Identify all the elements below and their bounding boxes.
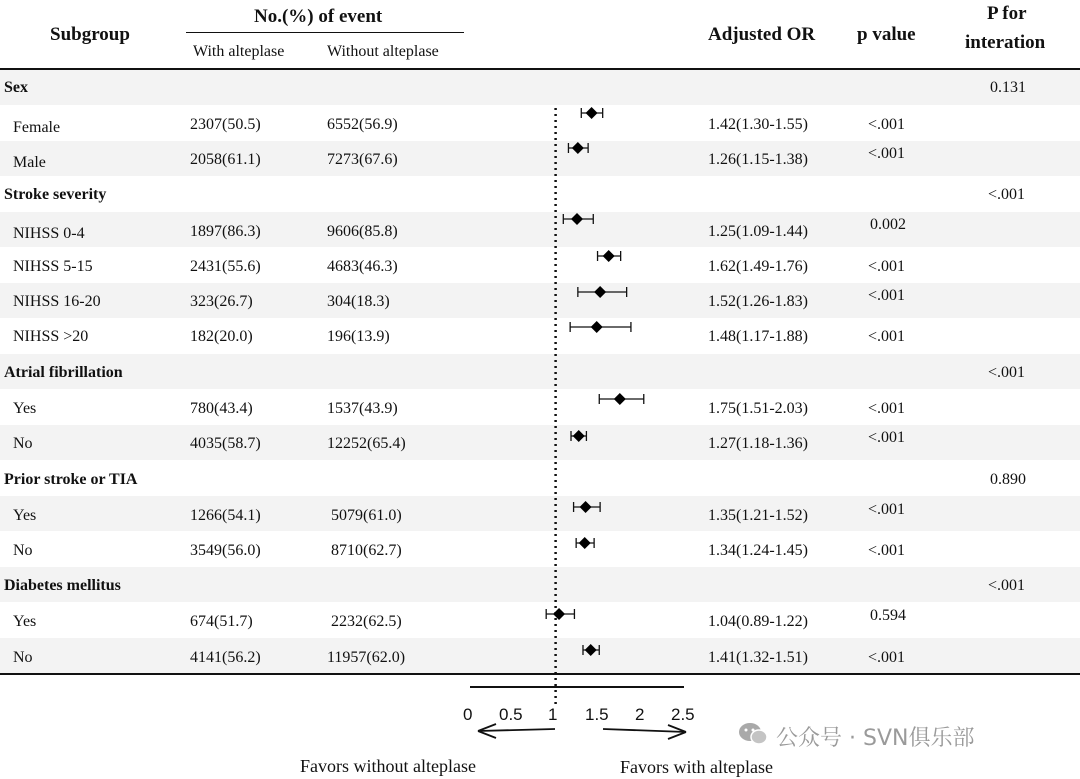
group-label-sex: Sex bbox=[4, 79, 28, 96]
row-with: 780(43.4) bbox=[190, 400, 253, 417]
header-subgroup: Subgroup bbox=[50, 24, 130, 45]
row-label: Female bbox=[13, 119, 61, 136]
row-with: 4141(56.2) bbox=[190, 649, 261, 666]
left-arrow-shaft bbox=[478, 729, 555, 731]
row-with: 2307(50.5) bbox=[190, 116, 261, 133]
row-p: <.001 bbox=[868, 542, 906, 559]
header-without-alteplase: Without alteplase bbox=[327, 43, 439, 60]
or-point bbox=[572, 142, 584, 154]
header-p-interaction-line1: P for bbox=[987, 3, 1027, 24]
row-label: Yes bbox=[13, 613, 37, 630]
row-without: 5079(61.0) bbox=[331, 507, 402, 524]
group-pinter-prior-stroke: 0.890 bbox=[990, 471, 1026, 488]
header-with-alteplase: With alteplase bbox=[193, 43, 285, 60]
row-p: <.001 bbox=[868, 429, 906, 446]
row-with: 1897(86.3) bbox=[190, 223, 261, 240]
favors-with-label: Favors with alteplase bbox=[620, 757, 773, 777]
row-or-text: 1.48(1.17-1.88) bbox=[708, 328, 808, 345]
or-point bbox=[585, 644, 597, 656]
row-or-text: 1.34(1.24-1.45) bbox=[708, 542, 808, 559]
row-label: Yes bbox=[13, 507, 37, 524]
group-pinter-stroke-severity: <.001 bbox=[988, 186, 1026, 203]
row-with: 2431(55.6) bbox=[190, 258, 261, 275]
row-label: NIHSS 16-20 bbox=[13, 293, 101, 310]
header-p-interaction-line2: interation bbox=[965, 32, 1046, 53]
row-without: 4683(46.3) bbox=[327, 258, 398, 275]
or-point bbox=[573, 430, 585, 442]
row-p: 0.002 bbox=[870, 216, 906, 233]
x-tick-label: 2.5 bbox=[671, 705, 695, 724]
row-or-text: 1.62(1.49-1.76) bbox=[708, 258, 808, 275]
row-p: <.001 bbox=[868, 649, 906, 666]
row-without: 11957(62.0) bbox=[327, 649, 406, 666]
row-label: No bbox=[13, 435, 33, 452]
favors-without-label: Favors without alteplase bbox=[300, 756, 476, 776]
row-p: <.001 bbox=[868, 328, 906, 345]
row-without: 196(13.9) bbox=[327, 328, 390, 345]
row-label: NIHSS 5-15 bbox=[13, 258, 93, 275]
row-without: 12252(65.4) bbox=[327, 435, 406, 452]
row-or-text: 1.26(1.15-1.38) bbox=[708, 151, 808, 168]
row-with: 2058(61.1) bbox=[190, 151, 261, 168]
chat-bubble-icon bbox=[738, 721, 768, 747]
row-label: No bbox=[13, 542, 33, 559]
x-tick-label: 1 bbox=[548, 705, 558, 724]
row-p: <.001 bbox=[868, 145, 906, 162]
row-with: 1266(54.1) bbox=[190, 507, 261, 524]
group-pinter-sex: 0.131 bbox=[990, 79, 1026, 96]
row-or-text: 1.35(1.21-1.52) bbox=[708, 507, 808, 524]
row-p: <.001 bbox=[868, 501, 906, 518]
row-without: 6552(56.9) bbox=[327, 116, 398, 133]
row-label: Male bbox=[13, 154, 46, 171]
x-tick-label: 0.5 bbox=[499, 705, 523, 724]
group-pinter-diabetes: <.001 bbox=[988, 577, 1026, 594]
or-point bbox=[579, 537, 591, 549]
group-label-prior-stroke: Prior stroke or TIA bbox=[4, 471, 138, 488]
right-arrow-shaft bbox=[603, 729, 686, 732]
header-adjusted-or: Adjusted OR bbox=[708, 24, 816, 45]
row-or-text: 1.41(1.32-1.51) bbox=[708, 649, 808, 666]
row-or-text: 1.04(0.89-1.22) bbox=[708, 613, 808, 630]
or-point bbox=[614, 393, 626, 405]
x-tick-label: 0 bbox=[463, 705, 473, 724]
group-label-atrial-fibrillation: Atrial fibrillation bbox=[4, 364, 123, 381]
or-point bbox=[571, 213, 583, 225]
row-without: 9606(85.8) bbox=[327, 223, 398, 240]
row-without: 304(18.3) bbox=[327, 293, 390, 310]
row-p: 0.594 bbox=[870, 607, 906, 624]
group-label-diabetes: Diabetes mellitus bbox=[4, 577, 121, 594]
row-with: 674(51.7) bbox=[190, 613, 253, 630]
x-tick-label: 2 bbox=[635, 705, 645, 724]
or-point bbox=[586, 107, 598, 119]
row-without: 1537(43.9) bbox=[327, 400, 398, 417]
row-without: 7273(67.6) bbox=[327, 151, 398, 168]
row-or-text: 1.75(1.51-2.03) bbox=[708, 400, 808, 417]
row-with: 323(26.7) bbox=[190, 293, 253, 310]
or-point bbox=[594, 286, 606, 298]
row-label: No bbox=[13, 649, 33, 666]
row-label: Yes bbox=[13, 400, 37, 417]
row-p: <.001 bbox=[868, 258, 906, 275]
group-label-stroke-severity: Stroke severity bbox=[4, 186, 107, 203]
or-point bbox=[580, 501, 592, 513]
row-with: 4035(58.7) bbox=[190, 435, 261, 452]
row-without: 8710(62.7) bbox=[331, 542, 402, 559]
x-tick-label: 1.5 bbox=[585, 705, 609, 724]
row-or-text: 1.42(1.30-1.55) bbox=[708, 116, 808, 133]
row-label: NIHSS 0-4 bbox=[13, 225, 85, 242]
row-or-text: 1.27(1.18-1.36) bbox=[708, 435, 808, 452]
row-with: 182(20.0) bbox=[190, 328, 253, 345]
row-or-text: 1.25(1.09-1.44) bbox=[708, 223, 808, 240]
group-pinter-atrial-fibrillation: <.001 bbox=[988, 364, 1026, 381]
row-p: <.001 bbox=[868, 116, 906, 133]
row-without: 2232(62.5) bbox=[331, 613, 402, 630]
watermark-text: 公众号 · SVN俱乐部 bbox=[776, 726, 975, 751]
header-p-value: p value bbox=[857, 24, 916, 45]
row-p: <.001 bbox=[868, 400, 906, 417]
row-with: 3549(56.0) bbox=[190, 542, 261, 559]
row-or-text: 1.52(1.26-1.83) bbox=[708, 293, 808, 310]
row-p: <.001 bbox=[868, 287, 906, 304]
or-point bbox=[591, 321, 603, 333]
or-point bbox=[603, 250, 615, 262]
row-label: NIHSS >20 bbox=[13, 328, 89, 345]
header-events: No.(%) of event bbox=[254, 6, 383, 27]
